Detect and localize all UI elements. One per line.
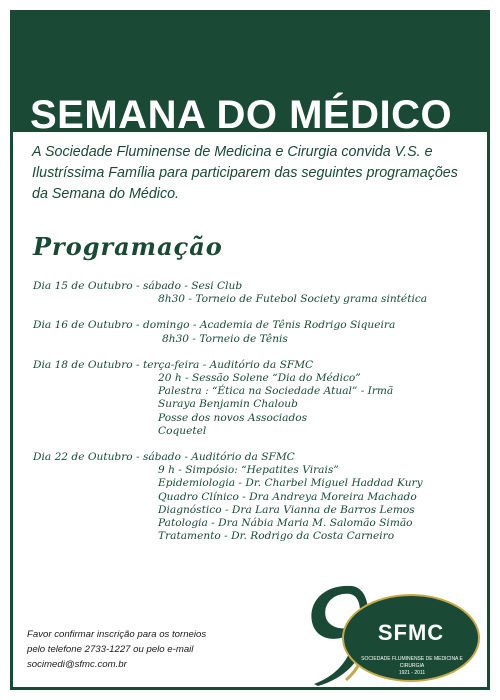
event-item: Epidemiologia - Dr. Charbel Miguel Haddad Kury bbox=[158, 477, 423, 490]
event-item: 9 h - Simpósio: “Hepatites Virais” bbox=[158, 464, 339, 477]
footer-note bbox=[27, 627, 287, 672]
day-block bbox=[33, 319, 483, 345]
event-item: 8h30 - Torneio de Futebol Society grama sintética bbox=[158, 293, 428, 306]
day-line: Dia 16 de Outubro - domingo - Academia de Tênis Rodrigo Siqueira bbox=[33, 319, 396, 332]
footer-email: socimedi@sfmc.com.br bbox=[27, 659, 127, 670]
event-item: Patologia - Dra Nábia Maria M. Salomão Simão bbox=[158, 517, 413, 530]
schedule bbox=[33, 280, 483, 556]
programacao-heading: Programação bbox=[33, 232, 223, 261]
seal-years: 1921 - 2011 bbox=[398, 670, 426, 676]
event-item: Suraya Benjamin Chaloub bbox=[158, 398, 298, 411]
event-item: Coquetel bbox=[158, 424, 207, 437]
page-title: SEMANA DO MÉDICO bbox=[30, 93, 453, 137]
day-line: Dia 15 de Outubro - sábado - Sesi Club bbox=[33, 280, 243, 292]
day-line: Dia 22 de Outubro - sábado - Auditório da SFMC bbox=[33, 451, 295, 464]
seal-acronym: SFMC bbox=[377, 620, 445, 645]
event-item: Tratamento - Dr. Rodrigo da Costa Carneiro bbox=[158, 530, 395, 543]
day-block bbox=[33, 359, 483, 438]
event-item: 8h30 - Torneio de Tênis bbox=[162, 332, 288, 345]
invitation-text: A Sociedade Fluminense de Medicina e Cirurgia convida V.S. e Ilustríssima Família para participarem das seguintes programações da Semana do Médico. bbox=[32, 144, 458, 202]
event-item: Quadro Clínico - Dra Andreya Moreira Machado bbox=[158, 490, 417, 503]
seal-subtitle-line: SOCIEDADE FLUMINENSE DE MEDICINA E CIRURGIA bbox=[361, 656, 463, 669]
sfmc-seal bbox=[342, 594, 480, 682]
event-item: Diagnóstico - Dra Lara Vianna de Barros Lemos bbox=[158, 503, 415, 516]
day-block bbox=[33, 451, 483, 543]
event-item: Palestra : “Ética na Sociedade Atual” - Irmã bbox=[158, 385, 394, 398]
day-line: Dia 18 de Outubro - terça-feira - Auditório da SFMC bbox=[33, 358, 314, 371]
footer-line: pelo telefone 2733-1227 ou pelo e-mail bbox=[27, 644, 194, 655]
anniversary-logo bbox=[300, 580, 495, 695]
event-item: Posse dos novos Associados bbox=[158, 411, 308, 424]
seal-subtitle bbox=[352, 656, 472, 677]
event-item: 20 h - Sessão Solene “Dia do Médico” bbox=[158, 372, 361, 385]
footer-line: Favor confirmar inscrição para os torneios bbox=[27, 629, 207, 640]
day-block bbox=[33, 280, 483, 306]
